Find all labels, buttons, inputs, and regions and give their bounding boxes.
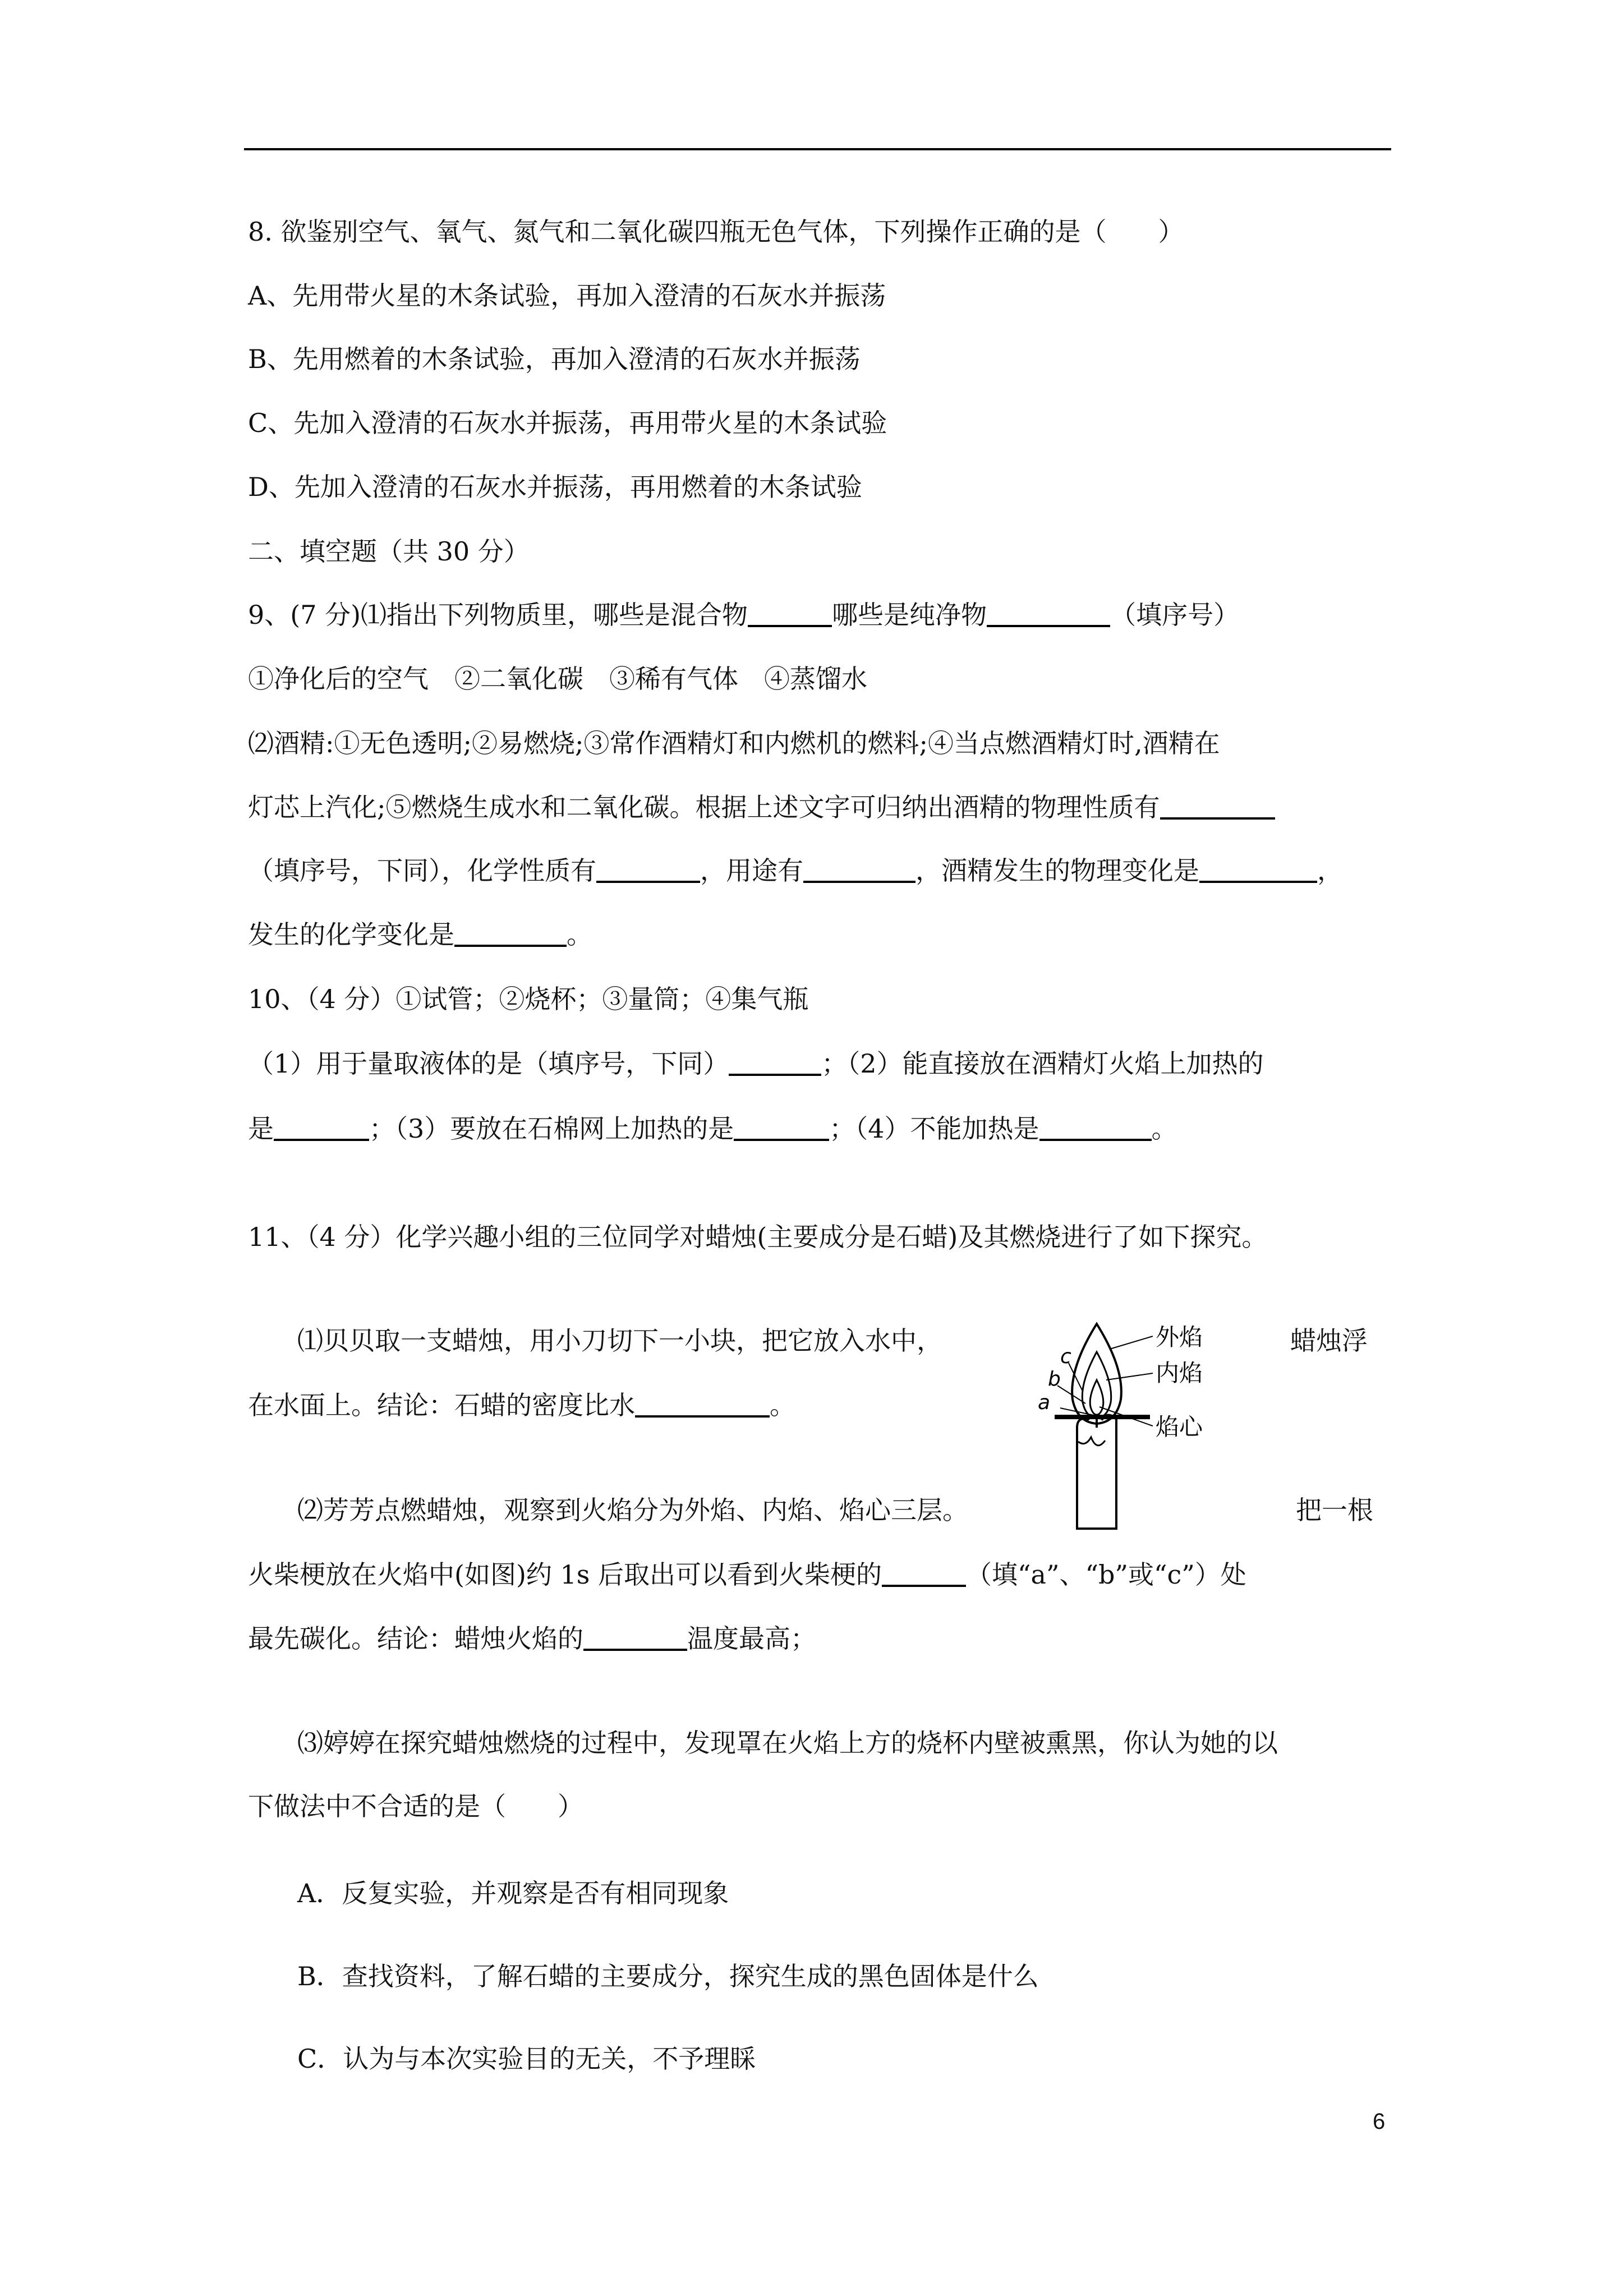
q9-line4	[248, 790, 1275, 824]
section-heading: 二、填空题（共 30 分）	[248, 536, 530, 567]
header-rule	[244, 148, 1391, 150]
q11-p2-line3	[248, 1622, 816, 1655]
outer-flame	[1072, 1324, 1121, 1424]
answer-blank[interactable]	[596, 881, 700, 883]
q11-p2-text2: 最先碳化。结论：蜡烛火焰的	[248, 1623, 583, 1654]
q11-p1-line1: ⑴贝贝取一支蜡烛，用小刀切下一小块，把它放入水中，	[297, 1326, 942, 1356]
q11-option-c: C．认为与本次实验目的无关，不予理睬	[297, 2044, 756, 2074]
label-flame-core: 焰心	[1156, 1413, 1203, 1441]
answer-blank[interactable]	[734, 1139, 829, 1141]
q10-line3-a: 是	[248, 1114, 274, 1144]
q9-line6-b: 。	[567, 919, 592, 950]
q11-p1-line2	[248, 1388, 795, 1422]
q9-items: ①净化后的空气 ②二氧化碳 ③稀有气体 ④蒸馏水	[248, 664, 867, 694]
q10-line3	[248, 1112, 1177, 1145]
q9-line4-text: 灯芯上汽化;⑤燃烧生成水和二氧化碳。根据上述文字可归纳出酒精的物理性质有	[248, 792, 1160, 822]
q9-line5-b: ，用途有	[700, 855, 803, 886]
q11-option-a: A．反复实验，并观察是否有相同现象	[297, 1878, 729, 1908]
q8-option-a: A、先用带火星的木条试验，再加入澄清的石灰水并振荡	[248, 280, 886, 311]
q11-p3-line1: ⑶婷婷在探究蜡烛燃烧的过程中，发现罩在火焰上方的烧杯内壁被熏黑，你认为她的以	[297, 1728, 1278, 1758]
label-outer-flame: 外焰	[1156, 1323, 1203, 1351]
answer-blank[interactable]	[1160, 817, 1275, 820]
candle-body	[1077, 1415, 1116, 1529]
q10-line3-c: ；（4）不能加热是	[829, 1114, 1039, 1144]
q11-p3-line2: 下做法中不合适的是（ ）	[248, 1791, 583, 1821]
q8-stem: 8. 欲鉴别空气、氧气、氮气和二氧化碳四瓶无色气体，下列操作正确的是（ ）	[248, 217, 1184, 247]
q10-line2	[248, 1047, 1264, 1080]
q9-line1	[248, 598, 1239, 632]
q9-line1-c: （填序号）	[1110, 600, 1240, 630]
q11-p1-end: 。	[770, 1390, 795, 1420]
q10-line2-a: （1）用于量取液体的是（填序号，下同）	[248, 1048, 729, 1079]
answer-blank[interactable]	[729, 1074, 821, 1076]
q9-line5	[248, 854, 1343, 887]
label-b: b	[1048, 1368, 1061, 1391]
candle-flame-figure	[1038, 1307, 1251, 1548]
q8-option-c: C、先加入澄清的石灰水并振荡，再用带火星的木条试验	[248, 408, 887, 438]
q11-option-b: B．查找资料，了解石蜡的主要成分，探究生成的黑色固体是什么	[297, 1961, 1039, 1991]
q11-p2-tail: 把一根	[1296, 1495, 1373, 1525]
q9-line3: ⑵酒精:①无色透明;②易燃烧;③常作酒精灯和内燃机的燃料;④当点燃酒精灯时,酒精在	[248, 728, 1220, 758]
answer-blank[interactable]	[454, 945, 567, 947]
answer-blank[interactable]	[987, 625, 1110, 627]
leader-a	[1060, 1408, 1094, 1415]
q10-line3-d: 。	[1151, 1114, 1177, 1144]
q11-p2-text: 火柴梗放在火焰中(如图)约 1s 后取出可以看到火柴梗的	[248, 1559, 882, 1590]
q10-line1: 10、（4 分）①试管；②烧杯；③量筒；④集气瓶	[248, 984, 809, 1014]
answer-blank[interactable]	[882, 1585, 966, 1587]
leader-inner	[1106, 1373, 1153, 1380]
q10-line2-b: ；（2）能直接放在酒精灯火焰上加热的	[821, 1048, 1264, 1079]
q11-p1-tail: 蜡烛浮	[1290, 1326, 1368, 1356]
q11-p2-end: 温度最高；	[687, 1623, 816, 1654]
q9-line1-b: 哪些是纯净物	[832, 600, 987, 630]
q11-p2-line2	[248, 1558, 1246, 1591]
q9-line6-a: 发生的化学变化是	[248, 919, 454, 950]
q11-p2-line1: ⑵芳芳点燃蜡烛，观察到火焰分为外焰、内焰、焰心三层。	[297, 1495, 968, 1525]
wax-drip	[1078, 1437, 1105, 1446]
q11-intro: 11、（4 分）化学兴趣小组的三位同学对蜡烛(主要成分是石蜡)及其燃烧进行了如下探究。	[248, 1222, 1268, 1252]
q8-option-b: B、先用燃着的木条试验，再加入澄清的石灰水并振荡	[248, 344, 861, 374]
answer-blank[interactable]	[1039, 1139, 1152, 1141]
flame-core	[1090, 1380, 1103, 1415]
label-c: c	[1060, 1345, 1071, 1368]
answer-blank[interactable]	[635, 1415, 770, 1418]
answer-blank[interactable]	[274, 1139, 369, 1141]
label-a: a	[1038, 1391, 1051, 1414]
q8-option-d: D、先加入澄清的石灰水并振荡，再用燃着的木条试验	[248, 472, 862, 502]
label-inner-flame: 内焰	[1156, 1359, 1203, 1387]
q9-line5-a: （填序号，下同），化学性质有	[248, 855, 596, 886]
page-number: 6	[1373, 2109, 1386, 2134]
q9-line1-a: 9、(7 分)⑴指出下列物质里，哪些是混合物	[248, 600, 748, 630]
q10-line3-b: ；（3）要放在石棉网上加热的是	[369, 1114, 734, 1144]
q9-line5-d: ，	[1317, 855, 1343, 886]
q9-line5-c: ，酒精发生的物理变化是	[915, 855, 1199, 886]
answer-blank[interactable]	[1199, 881, 1317, 883]
answer-blank[interactable]	[748, 625, 832, 627]
answer-blank[interactable]	[583, 1649, 687, 1651]
q11-p2-hint: （填“a”、“b”或“c”）处	[966, 1559, 1246, 1590]
q9-line6	[248, 918, 592, 951]
q11-p1-text: 在水面上。结论：石蜡的密度比水	[248, 1390, 635, 1420]
answer-blank[interactable]	[803, 881, 915, 883]
leader-outer	[1110, 1336, 1153, 1349]
inner-flame	[1082, 1352, 1111, 1418]
